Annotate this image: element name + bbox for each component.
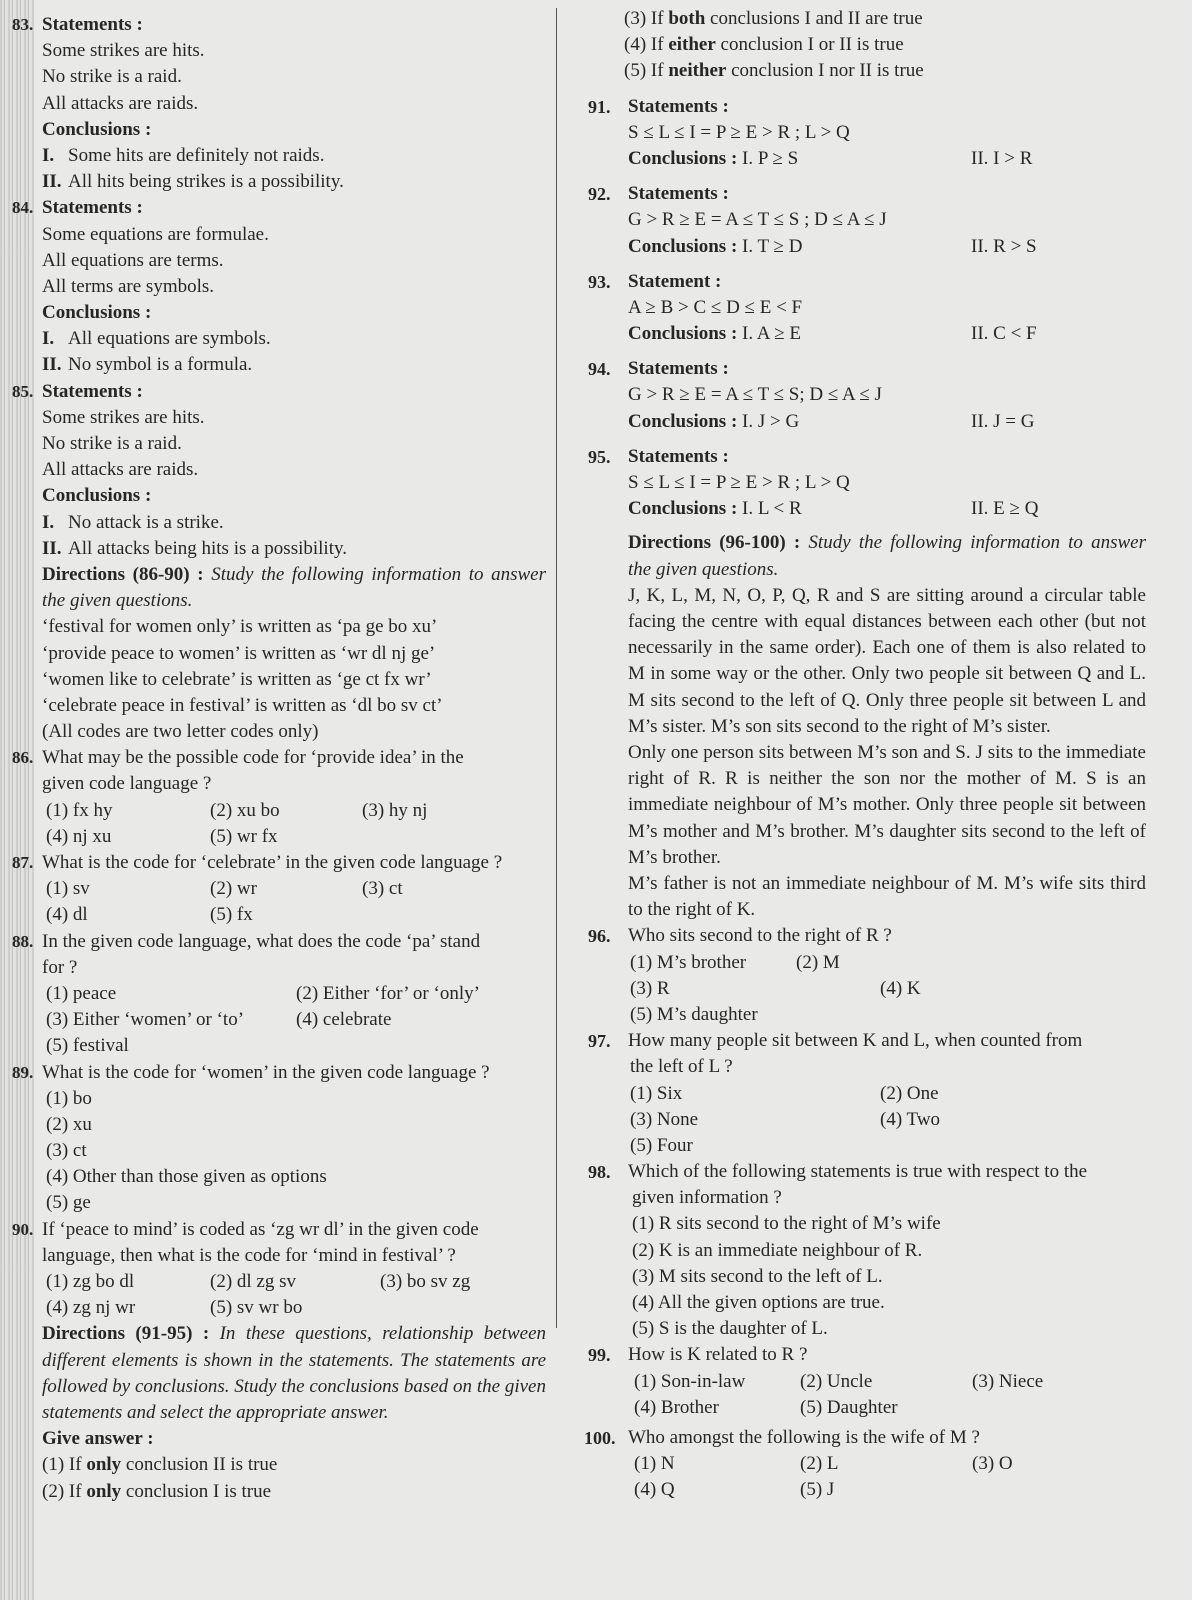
question-91 [586,94,1146,173]
question-number: 85. [12,381,34,401]
answer-key-emphasis: neither [668,60,727,82]
question-number: 91. [588,96,611,117]
statement: Some strikes are hits. [42,406,205,428]
conclusion-1: I. P ≥ S [742,147,799,169]
puzzle-paragraph-2: Only one person sits between M’s son and S. J sits to the immediate right of R. R is neither the son nor the mother of M. S is an immediate neighbour of M’s mother. Only three people sit between M’s mother and M’s brother. M’s daughter sits second to the left of M’s brother. [628,742,1146,868]
roman-numeral: I. [42,511,55,533]
options-row [586,1451,1146,1477]
statement-expression: S ≤ L ≤ I = P ≥ E > R ; L > Q [628,472,850,493]
directions-86-90 [0,562,546,614]
option: (4) nj xu [46,825,112,847]
question-85-header [0,379,556,405]
statement-expression: A ≥ B > C ≤ D ≤ E < F [628,296,803,318]
conclusion-1: I. J > G [742,410,800,432]
conclusion-text: All equations are symbols. [68,328,271,350]
option: (4) Other than those given as options [46,1166,327,1188]
question-number: 99. [588,1345,611,1366]
options-row [586,1395,1146,1421]
statement: No strike is a raid. [42,66,182,88]
roman-numeral: I. [42,144,55,166]
conclusion-text: All attacks being hits is a possibility. [68,537,347,559]
option: (5) Four [630,1134,693,1156]
option: (4) dl [46,904,88,926]
question-text: If ‘peace to mind’ is coded as ‘zg wr dl’ in the given code [42,1218,479,1240]
answer-key-4 [586,32,1146,58]
answer-key-emphasis: both [668,8,706,29]
option: (1) Son-in-law [634,1370,746,1392]
answer-key-text: conclusion I nor II is true [726,60,924,82]
option: (2) dl zg sv [210,1271,297,1293]
directions-label: Directions (86-90) : [42,563,204,585]
option: (4) Two [880,1108,941,1130]
statements-label: Statements : [628,183,729,205]
options-row [0,1007,556,1033]
question-number: 89. [12,1062,34,1082]
option: (3) M sits second to the left of L. [632,1265,883,1287]
answer-key-text: (1) If [42,1454,87,1476]
answer-key-emphasis: either [668,34,716,56]
option: (4) Q [634,1479,675,1501]
conclusion-text: All hits being strikes is a possibility. [68,171,344,193]
roman-numeral: II. [42,537,62,559]
roman-numeral: I. [42,328,55,350]
directions-label: Directions (91-95) : [42,1323,210,1345]
question-99 [586,1342,1146,1368]
code-line: ‘women like to celebrate’ is written as ‘ge ct fx wr’ [42,668,432,690]
conclusion-2: II. J = G [971,410,1035,432]
conclusions-label: Conclusions : [628,410,738,432]
question-90 [0,1217,556,1243]
answer-key-text: (5) If [624,60,669,82]
roman-numeral: II. [42,354,62,376]
question-88 [0,929,556,955]
option: (4) K [880,977,921,999]
conclusion [0,536,556,562]
question-95 [586,444,1146,523]
answer-key-text: conclusion I or II is true [715,34,904,56]
statement: Some strikes are hits. [42,40,205,62]
option: (5) fx [210,904,253,926]
directions-label: Directions (96-100) : [628,532,801,554]
conclusion [0,143,556,169]
question-number: 94. [588,359,611,380]
option: (1) Six [630,1082,683,1104]
answer-key-text: conclusion I is true [121,1480,272,1502]
question-number: 90. [12,1219,34,1239]
directions-text: In these questions, relationship between different elements is shown in the statements. The statements are followed by conclusions. Study the conclusions based on the given statements and select the appropriate answer. [42,1323,546,1424]
question-83-header [0,12,556,38]
code-line: ‘provide peace to women’ is written as ‘wr dl nj ge’ [42,642,436,664]
question-number: 86. [12,748,34,768]
options-row [586,1081,1146,1107]
conclusion-1: I. T ≥ D [742,235,803,257]
statement: No strike is a raid. [42,433,182,454]
option: (3) bo sv zg [380,1271,471,1293]
left-column [0,12,556,1505]
option: (1) sv [46,878,90,900]
conclusions-label: Conclusions : [628,498,738,520]
question-text: How many people sit between K and L, when counted from [628,1030,1083,1052]
question-text: given code language ? [42,773,212,795]
option: (2) K is an immediate neighbour of R. [632,1239,923,1261]
conclusion [0,326,556,352]
code-note: (All codes are two letter codes only) [42,721,319,743]
question-86 [0,745,556,771]
conclusion-1: I. A ≥ E [742,323,802,345]
question-number: 95. [588,446,611,467]
question-text: for ? [42,956,78,978]
question-text: What is the code for ‘celebrate’ in the given code language ? [42,852,503,874]
conclusions-label: Conclusions : [42,302,152,324]
option: (2) L [800,1453,839,1475]
statement-expression: S ≤ L ≤ I = P ≥ E > R ; L > Q [628,121,850,143]
option: (2) Uncle [800,1370,873,1392]
question-84-header [0,195,556,221]
question-number: 93. [588,271,611,292]
conclusions-label: Conclusions : [42,118,152,140]
option: (3) ct [362,878,403,900]
statement-expression: G > R ≥ E = A ≤ T ≤ S; D ≤ A ≤ J [628,384,882,406]
answer-key-text: (2) If [42,1480,87,1502]
question-100 [586,1425,1146,1451]
question-text: What is the code for ‘women’ in the given code language ? [42,1061,490,1083]
option: (1) fx hy [46,799,113,821]
statements-label: Statements : [42,197,143,219]
question-94 [586,356,1146,435]
code-line: ‘celebrate peace in festival’ is written as ‘dl bo sv ct’ [42,694,443,716]
statements-label: Statements : [628,358,729,380]
question-text: language, then what is the code for ‘mind in festival’ ? [42,1244,456,1266]
options-row [0,1295,556,1321]
option: (4) Brother [634,1396,719,1418]
question-number: 92. [588,184,611,205]
option: (5) wr fx [210,825,278,847]
option: (3) O [972,1453,1013,1475]
conclusion-1: I. L < R [742,498,802,520]
conclusion-2: II. E ≥ Q [971,498,1039,520]
column-divider [556,8,557,1328]
option: (2) xu [46,1113,92,1135]
option: (3) Either ‘women’ or ‘to’ [46,1009,245,1031]
answer-key-5 [586,58,1146,84]
options-row [0,1269,556,1295]
code-line: ‘festival for women only’ is written as ‘pa ge bo xu’ [42,616,438,638]
question-text: Who sits second to the right of R ? [628,925,892,947]
options-row [586,1477,1146,1503]
answer-key-emphasis: only [86,1480,122,1502]
question-89 [0,1060,556,1086]
statement: All equations are terms. [42,249,224,271]
option: (5) Daughter [800,1396,898,1418]
option: (5) S is the daughter of L. [632,1318,828,1340]
question-97 [586,1028,1146,1054]
question-93 [586,269,1146,348]
option: (2) xu bo [210,799,280,821]
option: (1) bo [46,1087,92,1109]
option: (5) festival [46,1035,129,1057]
options-row [0,876,556,902]
option: (2) Either ‘for’ or ‘only’ [296,982,480,1004]
option: (1) R sits second to the right of M’s wife [632,1213,941,1235]
question-text: In the given code language, what does the code ‘pa’ stand [42,930,481,952]
option: (1) M’s brother [630,951,747,973]
option: (4) celebrate [296,1009,392,1031]
options-row [0,798,556,824]
options-row [0,902,556,928]
conclusion [0,169,556,195]
statement: All attacks are raids. [42,459,199,481]
conclusion-text: Some hits are definitely not raids. [68,144,325,166]
option: (4) All the given options are true. [632,1292,885,1314]
conclusion-2: II. I > R [971,147,1033,169]
roman-numeral: II. [42,171,62,193]
option: (3) None [630,1108,699,1130]
answer-key-text: conclusion II is true [121,1454,278,1476]
question-98 [586,1159,1146,1185]
question-text: How is K related to R ? [628,1344,808,1366]
puzzle-paragraph-3: M’s father is not an immediate neighbour of M. M’s wife sits third to the right of K. [628,873,1146,921]
question-text: the left of L ? [630,1056,733,1078]
question-number: 97. [588,1031,611,1052]
answer-key-text: (3) If [624,8,669,29]
option: (3) hy nj [362,799,428,821]
conclusion [0,352,556,378]
statements-label: Statements : [628,95,729,117]
option: (5) J [800,1479,835,1501]
statement: All attacks are raids. [42,92,199,114]
question-96 [586,923,1146,949]
puzzle-paragraph-1: J, K, L, M, N, O, P, Q, R and S are sitting around a circular table facing the centre with equal distances between each other (but not necessarily in the same order). Each one of them is also related to M in some way or the other. Only two people sit between Q and L. M sits second to the left of Q. Only three people sit between L and M’s sister. M’s son sits second to the right of M’s sister. [628,584,1146,737]
statement: Some equations are formulae. [42,223,269,245]
conclusion-2: II. R > S [971,235,1037,257]
statement: All terms are symbols. [42,275,215,297]
conclusion-2: II. C < F [971,323,1037,345]
conclusion-text: No attack is a strike. [68,511,224,533]
question-text: What may be the possible code for ‘provide idea’ in the [42,747,464,769]
options-row [586,976,1146,1002]
option: (1) N [634,1453,675,1475]
option: (3) Niece [972,1370,1044,1392]
statements-label: Statements : [42,14,143,35]
option: (2) wr [210,878,257,900]
question-text: given information ? [632,1187,782,1209]
conclusions-label: Conclusions : [628,323,738,345]
options-row [0,981,556,1007]
option: (5) M’s daughter [630,1003,758,1025]
answer-key-text: (4) If [624,34,669,56]
question-number: 87. [12,853,34,873]
right-column [586,6,1146,1504]
directions-text: Study the following information to answer the given questions. [42,563,546,612]
question-number: 96. [588,926,611,947]
question-87 [0,850,556,876]
give-answer-label: Give answer : [42,1428,154,1450]
option: (2) One [880,1082,939,1104]
question-text: Who amongst the following is the wife of M ? [628,1426,980,1448]
directions-91-95 [0,1321,546,1426]
statement-expression: G > R ≥ E = A ≤ T ≤ S ; D ≤ A ≤ J [628,209,887,231]
answer-key-text: conclusions I and II are true [705,8,923,29]
conclusion-text: No symbol is a formula. [68,354,253,376]
statements-label: Statements : [42,380,143,402]
directions-text: Study the following information to answer the given questions. [628,532,1146,580]
answer-key-1 [0,1452,556,1478]
answer-key-emphasis: only [86,1454,122,1476]
options-row [586,1107,1146,1133]
answer-key-3 [586,6,1146,32]
options-row [586,950,1146,976]
option: (1) peace [46,982,117,1004]
question-number: 100. [584,1427,616,1448]
option: (3) ct [46,1140,87,1162]
question-number: 98. [588,1162,611,1183]
option: (1) zg bo dl [46,1271,135,1293]
option: (5) ge [46,1192,91,1214]
option: (4) zg nj wr [46,1297,136,1319]
statements-label: Statements : [628,445,729,467]
conclusion [0,510,556,536]
option: (2) M [796,951,840,973]
question-number: 83. [12,15,34,34]
statements-label: Statement : [628,270,722,292]
option: (3) R [630,977,670,999]
option: (5) sv wr bo [210,1297,303,1319]
conclusions-label: Conclusions : [42,485,152,507]
question-92 [586,181,1146,260]
options-row [586,1369,1146,1395]
question-number: 84. [12,198,34,218]
directions-96-100 [586,530,1146,582]
conclusions-label: Conclusions : [628,147,738,169]
question-number: 88. [12,931,34,951]
options-row [0,824,556,850]
answer-key-2 [0,1479,556,1505]
question-text: Which of the following statements is true with respect to the [628,1161,1088,1183]
conclusions-label: Conclusions : [628,235,738,257]
